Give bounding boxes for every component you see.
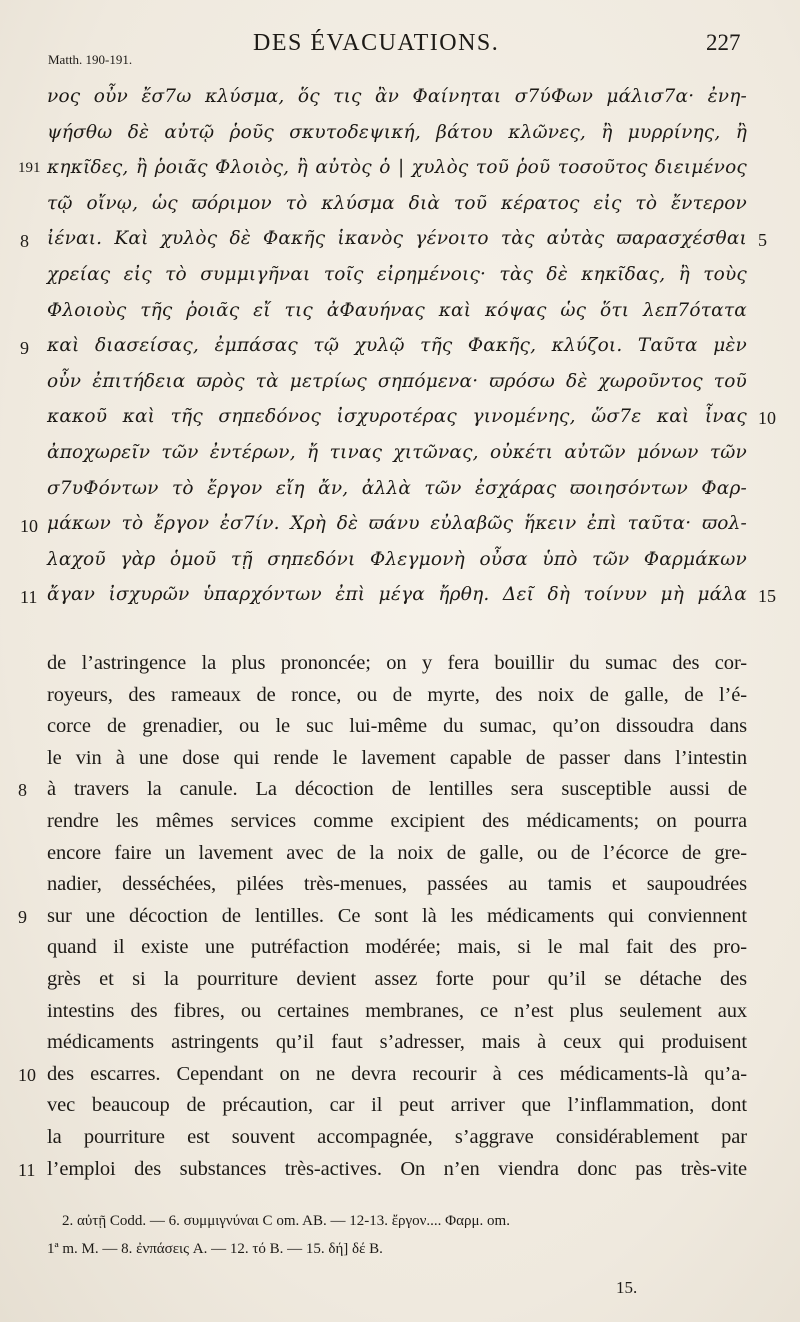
- french-line: médicaments astringents qu’il faut s’adresser, mais à ceux qui produisent: [47, 1031, 747, 1054]
- french-left-margin-number: 8: [18, 780, 27, 801]
- french-line: des escarres. Cependant on ne devra recourir à ces médicaments-là qu’a-: [47, 1062, 747, 1085]
- french-line: royeurs, des rameaux de ronce, ou de myrte, des noix de galle, de l’é-: [47, 683, 747, 706]
- greek-left-margin-number: 191: [18, 160, 41, 177]
- greek-line: λαχοῦ γὰρ ὁμοῦ τῇ σηπεδόνι Φλεγμονὴ οὖσα ὑπὸ τῶν Φαρμάκων: [47, 548, 747, 570]
- french-line: vec beaucoup de précaution, car il peut arriver que l’inflammation, dont: [47, 1094, 747, 1117]
- greek-right-margin-number: 10: [758, 408, 776, 429]
- greek-line: κηκῖδες, ἢ ῥοιᾶς Φλοιὸς, ἢ αὐτὸς ὁ | χυλὸς τοῦ ῥοῦ τοσοῦτος διειμένος: [47, 157, 747, 179]
- greek-line: κακοῦ καὶ τῆς σηπεδόνος ἰσχυροτέρας γινομένης, ὥσ7ε καὶ ἶνας: [47, 406, 747, 428]
- french-line: corce de grenadier, ou le suc lui-même du sumac, qu’on dissoudra dans: [47, 715, 747, 738]
- greek-right-margin-number: 5: [758, 230, 767, 251]
- page-number: 227: [706, 30, 741, 55]
- greek-line: ψήσθω δὲ αὐτῷ ῥοῦς σκυτοδεψική, βάτου κλῶνες, ἢ μυρρίνης, ἢ: [47, 121, 747, 143]
- greek-line: τῷ οἴνῳ, ὡς ϖόριμον τὸ κλύσμα διὰ τοῦ κέρατος εἰς τὸ ἔντερον: [47, 192, 747, 214]
- apparatus-note-line: 1ª m. M. — 8. ἐνπάσεις A. — 12. τό B. — 15. δή] δέ B.: [47, 1241, 383, 1257]
- french-line: sur une décoction de lentilles. Ce sont là les médicaments qui conviennent: [47, 904, 747, 927]
- greek-line: καὶ διασείσας, ἐμπάσας τῷ χυλῷ τῆς Φακῆς, κλύζοι. Ταῦτα μὲν: [47, 335, 747, 357]
- signature-mark: 15.: [616, 1278, 638, 1297]
- french-line: intestins des fibres, ou certaines membranes, ce n’est plus seulement aux: [47, 999, 747, 1022]
- french-line: l’emploi des substances très-actives. On n’en viendra donc pas très-vite: [47, 1157, 747, 1180]
- running-title: DES ÉVACUATIONS.: [253, 30, 500, 56]
- greek-line: νος οὖν ἔσ7ω κλύσμα, ὅς τις ἂν Φαίνηται σ7ύΦων μάλισ7α· ἐνη-: [47, 86, 747, 107]
- french-left-margin-number: 11: [18, 1159, 36, 1180]
- apparatus-note-line: 2. αὐτῇ Codd. — 6. συμμιγνύναι C om. AB. — 12-13. ἔργον.... Φαρμ. om.: [62, 1213, 510, 1229]
- greek-line: ἰέναι. Καὶ χυλὸς δὲ Φακῆς ἱκανὸς γένοιτο τὰς αὐτὰς ϖαρασχέσθαι: [47, 228, 747, 250]
- french-left-margin-number: 9: [18, 906, 27, 927]
- greek-line: οὖν ἐπιτήδεια ϖρὸς τὰ μετρίως σηπόμενα· ϖρόσω δὲ χωροῦντος τοῦ: [47, 370, 747, 392]
- greek-left-margin-number: 9: [20, 338, 29, 359]
- french-line: de l’astringence la plus prononcée; on y fera bouillir du sumac des cor-: [47, 652, 747, 674]
- greek-line: μάκων τὸ ἔργον ἐσ7ίν. Χρὴ δὲ ϖάνυ εὐλαβῶς ἥκειν ἐπὶ ταῦτα· ϖολ-: [47, 513, 747, 535]
- greek-line: ἀποχωρεῖν τῶν ἐντέρων, ἤ τινας χιτῶνας, οὐκέτι αὐτῶν μόνων τῶν: [47, 442, 747, 463]
- french-line: quand il existe une putréfaction modérée; mais, si le mal fait des pro-: [47, 936, 747, 959]
- greek-left-margin-number: 11: [20, 587, 38, 608]
- french-line: rendre les mêmes services comme excipient des médicaments; on pourra: [47, 810, 747, 832]
- greek-line: χρείας εἰς τὸ συμμιγῆναι τοῖς εἰρημένοις· τὰς δὲ κηκῖδας, ἢ τοὺς: [47, 264, 747, 285]
- greek-line: σ7υΦόντων τὸ ἔργον εἴη ἄν, ἀλλὰ τῶν ἐσχάρας ϖοιησόντων Φαρ-: [47, 477, 747, 499]
- french-line: la pourriture est souvent accompagnée, s’aggrave considérablement par: [47, 1126, 747, 1148]
- french-line: le vin à une dose qui rende le lavement capable de passer dans l’intestin: [47, 746, 747, 769]
- french-left-margin-number: 10: [18, 1064, 36, 1085]
- greek-left-margin-number: 10: [20, 516, 38, 537]
- greek-left-margin-number: 8: [20, 231, 29, 252]
- french-line: encore faire un lavement avec de la noix de galle, ou de l’écorce de gre-: [47, 841, 747, 864]
- greek-right-margin-number: 15: [758, 586, 776, 607]
- greek-line: Φλοιοὺς τῆς ῥοιᾶς εἴ τις ἀΦαυήνας καὶ κόψας ὡς ὅτι λεπ7ότατα: [47, 299, 747, 321]
- french-line: grès et si la pourriture devient assez forte pour qu’il se détache des: [47, 968, 747, 990]
- greek-line: ἄγαν ἰσχυρῶν ὑπαρχόντων ἐπὶ μέγα ἤρθη. Δεῖ δὴ τοίνυν μὴ μάλα: [47, 584, 747, 606]
- french-line: nadier, desséchées, pilées très-menues, passées au tamis et saupoudrées: [47, 873, 747, 896]
- source-reference: Matth. 190-191.: [48, 52, 133, 67]
- french-line: à travers la canule. La décoction de lentilles sera susceptible aussi de: [47, 778, 747, 801]
